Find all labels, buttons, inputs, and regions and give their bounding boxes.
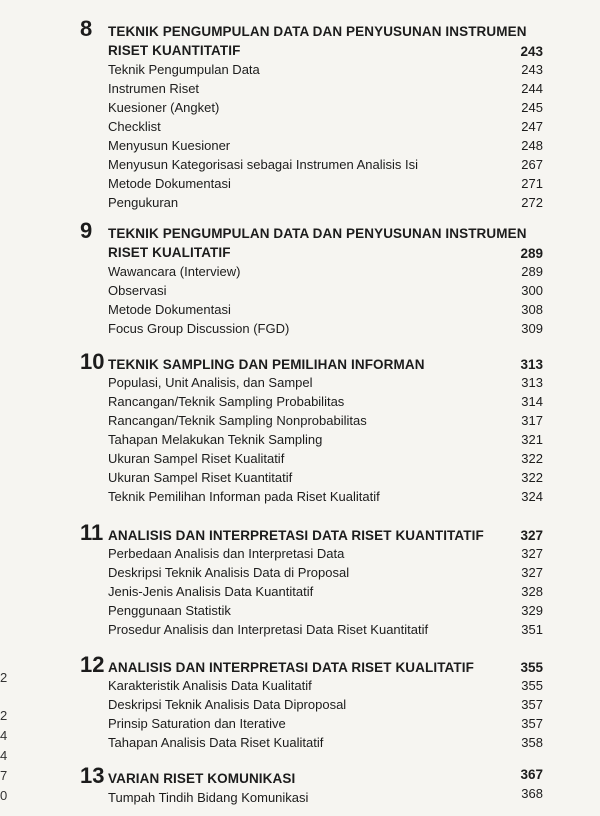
chapter-title: VARIAN RISET KOMUNIKASI [108,771,296,786]
entry-page: 324 [521,489,543,504]
toc-entry [108,430,543,449]
margin-digit: 4 [0,728,8,743]
chapter-page: 367 [520,767,543,782]
entry-label: Populasi, Unit Analisis, dan Sampel [108,375,313,390]
chapter-title: TEKNIK PENGUMPULAN DATA DAN PENYUSUNAN INSTRUMEN [108,24,527,39]
toc-entry [108,487,543,506]
entry-label: Prosedur Analisis dan Interpretasi Data Riset Kuantitatif [108,622,429,637]
toc-entry [108,449,543,468]
toc-entry [108,79,543,98]
margin-digits [0,668,10,806]
entry-label: Wawancara (Interview) [108,264,241,279]
entry-label: Kuesioner (Angket) [108,100,220,115]
entry-label: Ukuran Sampel Riset Kuantitatif [108,470,293,485]
chapter-title: ANALISIS DAN INTERPRETASI DATA RISET KUALITATIF [108,660,474,675]
toc-entry [108,155,543,174]
entry-label: Rancangan/Teknik Sampling Probabilitas [108,394,345,409]
chapter-page: 355 [520,660,543,675]
toc-entry [108,620,543,639]
toc-entry [108,544,543,563]
entry-page: 327 [521,565,543,580]
entry-label: Metode Dokumentasi [108,176,231,191]
entry-page: 358 [521,735,543,750]
chapter-number: 12 [80,652,105,677]
toc-entry [108,281,543,300]
entry-label: Checklist [108,119,161,134]
entry-page: 322 [521,470,543,485]
chapter-number: 9 [80,218,93,243]
chapter-title-cont: RISET KUANTITATIF [108,43,241,58]
entry-label: Prinsip Saturation dan Iterative [108,716,286,731]
chapter-title: ANALISIS DAN INTERPRETASI DATA RISET KUANTITATIF [108,528,484,543]
entry-label: Jenis-Jenis Analisis Data Kuantitatif [108,584,314,599]
entry-label: Instrumen Riset [108,81,200,96]
chapter-page: 289 [520,246,543,261]
toc-entry [108,174,543,193]
entry-page: 308 [521,302,543,317]
entry-label: Rancangan/Teknik Sampling Nonprobabilitas [108,413,367,428]
entry-page: 355 [521,678,543,693]
toc-entry [108,193,543,212]
entry-page: 272 [521,195,543,210]
entry-label: Perbedaan Analisis dan Interpretasi Data [108,546,345,561]
entry-page: 245 [521,100,543,115]
entry-label: Observasi [108,283,167,298]
entry-page: 321 [521,432,543,447]
entry-label: Teknik Pemilihan Informan pada Riset Kualitatif [108,489,380,504]
toc-entry [108,601,543,620]
entry-label: Focus Group Discussion (FGD) [108,321,290,336]
chapter-page: 313 [520,357,543,372]
chapter-page: 327 [520,528,543,543]
entry-page: 314 [521,394,543,409]
chapter-page: 243 [520,44,543,59]
entry-page: 271 [521,176,543,191]
entry-page: 327 [521,546,543,561]
entry-label: Tahapan Melakukan Teknik Sampling [108,432,323,447]
toc-entry [108,676,543,695]
entry-page: 368 [521,786,543,801]
entry-label: Menyusun Kategorisasi sebagai Instrumen Analisis Isi [108,157,418,172]
toc-entry [108,60,543,79]
entry-page: 309 [521,321,543,336]
entry-page: 328 [521,584,543,599]
entry-label: Deskripsi Teknik Analisis Data Diproposal [108,697,347,712]
entry-label: Penggunaan Statistik [108,603,231,618]
toc-entry [108,468,543,487]
entry-page: 243 [521,62,543,77]
entry-label: Tumpah Tindih Bidang Komunikasi [108,790,309,805]
chapter-number: 13 [80,763,105,788]
chapter-number: 11 [80,520,104,545]
entry-label: Teknik Pengumpulan Data [108,62,260,77]
entry-page: 357 [521,716,543,731]
toc-entry [108,136,543,155]
entry-label: Ukuran Sampel Riset Kualitatif [108,451,285,466]
entry-page: 351 [521,622,543,637]
toc-entry [108,392,543,411]
entry-label: Karakteristik Analisis Data Kualitatif [108,678,312,693]
entry-page: 248 [521,138,543,153]
entry-page: 244 [521,81,543,96]
chapter-number: 10 [80,349,105,374]
chapter-title: TEKNIK PENGUMPULAN DATA DAN PENYUSUNAN INSTRUMEN [108,226,527,241]
margin-digit: 7 [0,768,8,783]
entry-label: Tahapan Analisis Data Riset Kualitatif [108,735,324,750]
margin-digit: 4 [0,748,8,763]
toc-entry [108,695,543,714]
entry-page: 329 [521,603,543,618]
toc-entry [108,563,543,582]
entry-page: 322 [521,451,543,466]
chapter-title: TEKNIK SAMPLING DAN PEMILIHAN INFORMAN [108,357,425,372]
entry-page: 247 [521,119,543,134]
entry-page: 317 [521,413,543,428]
toc-entry [108,319,543,338]
margin-digit: 0 [0,788,8,803]
entry-label: Deskripsi Teknik Analisis Data di Proposal [108,565,350,580]
entry-page: 289 [521,264,543,279]
toc-entry [108,714,543,733]
chapter-number: 8 [80,16,93,41]
entry-label: Pengukuran [108,195,179,210]
entry-label: Menyusun Kuesioner [108,138,231,153]
toc-entry [108,788,543,807]
toc-entry [108,98,543,117]
chapter-title-cont: RISET KUALITATIF [108,245,231,260]
entry-label: Metode Dokumentasi [108,302,231,317]
toc-entry [108,582,543,601]
entry-page: 267 [521,157,543,172]
toc-entry [108,117,543,136]
toc-entry [108,262,543,281]
entry-page: 300 [521,283,543,298]
toc-entry [108,411,543,430]
toc-entry [108,373,543,392]
toc-entry [108,300,543,319]
margin-digit: 2 [0,670,8,685]
toc-entry [108,733,543,752]
margin-digit: 2 [0,708,8,723]
entry-page: 357 [521,697,543,712]
entry-page: 313 [521,375,543,390]
